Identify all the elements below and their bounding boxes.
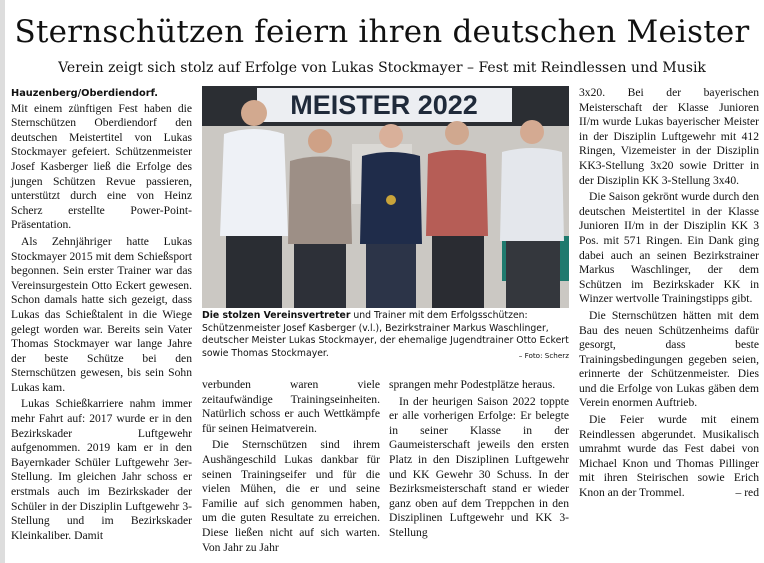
subheadline: Verein zeigt sich stolz auf Erfolge von Lukas Stockmayer – Fest mit Reindlessen und Musik [58, 60, 706, 76]
page-edge-rule [0, 0, 5, 563]
article-photo [202, 86, 569, 308]
paragraph: Als Zehnjähriger hatte Lukas Stockmayer 2015 mit dem Schießsport begonnen. Sein erster Trainer war das Vereinsurgestein Otto Eckert gewesen. Schon damals hatte sich gezeigt, dass Lukas das Schießtalent in die Wiege gelegt worden war. Bereits sein Vater Thomas Stockmayer war lange Jahre der beste Schütze bei den Sternschützen gewesen, bis sein Sohn Lukas kam. [11, 234, 192, 394]
paragraph-text: Mit einem zünftigen Fest haben die Sternschützen Oberdiendorf den deutschen Meistertitel von Lukas Stockmayer gefeiert. Schützenmeister Josef Kasberger ließ die Erfolge des jungen Schützen Revue passieren, unterstützt durch eine von Heinz Scherz erstellte Power-Point-Präsentation. [11, 101, 192, 232]
dateline: Hauzenberg/Oberdiendorf. [11, 88, 159, 99]
photo-banner-text: MEISTER 2022 [290, 90, 478, 120]
paragraph [579, 413, 759, 501]
paragraph: Lukas Schießkarriere nahm immer mehr Fahrt auf: 2017 wurde er in den Bezirkskader Luftgewehr aufgenommen. 2019 kam er in den Bayernkader Schüler Luftgewehr 3er-Stellung. Im gleichen Jahr schoss er erstmals auch im Bezirkskader der Schüler in der Disziplin Luftgewehr 3-Stellung und im Bezirkskader Kleinkaliber. Damit [11, 397, 192, 542]
paragraph: sprangen mehr Podestplätze heraus. [389, 378, 556, 391]
photo-credit: – Foto: Scherz [518, 350, 569, 360]
signoff: – red [735, 486, 759, 500]
paragraph-text: Die Feier wurde mit einem Reindlessen abgerundet. Musikalisch umrahmt wurde das Fest dabei von Michael Knon und Thomas Pillinger mit ihren Steirischen sowie Erich Knon an der Trommel. [579, 413, 759, 500]
paragraph: verbunden waren viele zeitaufwändige Trainingseinheiten. Natürlich schoss er auch Wettkämpfe für seinen Heimatverein. [202, 378, 380, 435]
article-column-2 [202, 378, 380, 557]
article-column-3 [389, 378, 569, 543]
paragraph: In der heurigen Saison 2022 toppte er alle vorherigen Erfolge: Er belegte in seiner Klasse in der Gaumeisterschaft jeweils den ersten Platz in den Disziplinen Luftgewehr und KK Gewehr 30 Schuss. In der Bezirksmeisterschaft stand er wieder ganz oben auf dem Treppchen in den Disziplinen Luftgewehr und KK 3-Stellung [389, 394, 569, 539]
article-column-4 [579, 86, 759, 503]
headline: Sternschützen feiern ihren deutschen Meister [14, 14, 750, 50]
caption-text: und Trainer mit dem Erfolgsschützen: Schützenmeister Josef Kasberger (v.l.), Bezirkstrainer Markus Waschlinger, deutscher Meister Lukas Stockmayer, der ehemalige Jugendtrainer Otto Eckert sowie Thomas Stockmayer. [202, 310, 569, 359]
caption-lead: Die stolzen Vereinsvertreter [202, 310, 351, 321]
paragraph: Die Sternschützen sind ihrem Aushängeschild Lukas dankbar für seinen Trainingseifer und für die vielen Mühen, die er und seine Familie auf sich genommen haben, um die guten Resultate zu erreichen. Diese ließen nicht auf sich warten. Von Jahr zu Jahr [202, 438, 380, 554]
photo-illustration [202, 86, 569, 308]
photo-caption [202, 310, 569, 362]
paragraph: Die Saison gekrönt wurde durch den deutschen Meistertitel in der Klasse Junioren II/m in der Disziplin KK 3 Pos. mit 571 Ringen. Ein Dank ging dabei auch an seinen Bezirkstrainer Markus Waschlinger, der dem Schützen im Bezirkskader KK in Winzer wertvolle Trainingstipps gibt. [579, 190, 759, 306]
article-column-1 [11, 86, 192, 545]
paragraph: Die Sternschützen hätten mit dem Bau des neuen Schützenheims dafür gesorgt, dass beste Trainingsbedingungen gegeben seien, erinnerte der Schützenmeister. Dies und die Erfolge von Lukas gäben dem Verein enormen Auftrieb. [579, 308, 759, 410]
paragraph: 3x20. Bei der bayerischen Meisterschaft der Klasse Junioren II/m wurde Lukas bayerischer Meister in der Disziplin Luftgewehr mit 412 Ringen, Vizemeister in der Disziplin KK3-Stellung 3x20 sowie Dritter in der Disziplin KK 3-Stellung 3x40. [579, 86, 759, 187]
paragraph [11, 86, 192, 233]
